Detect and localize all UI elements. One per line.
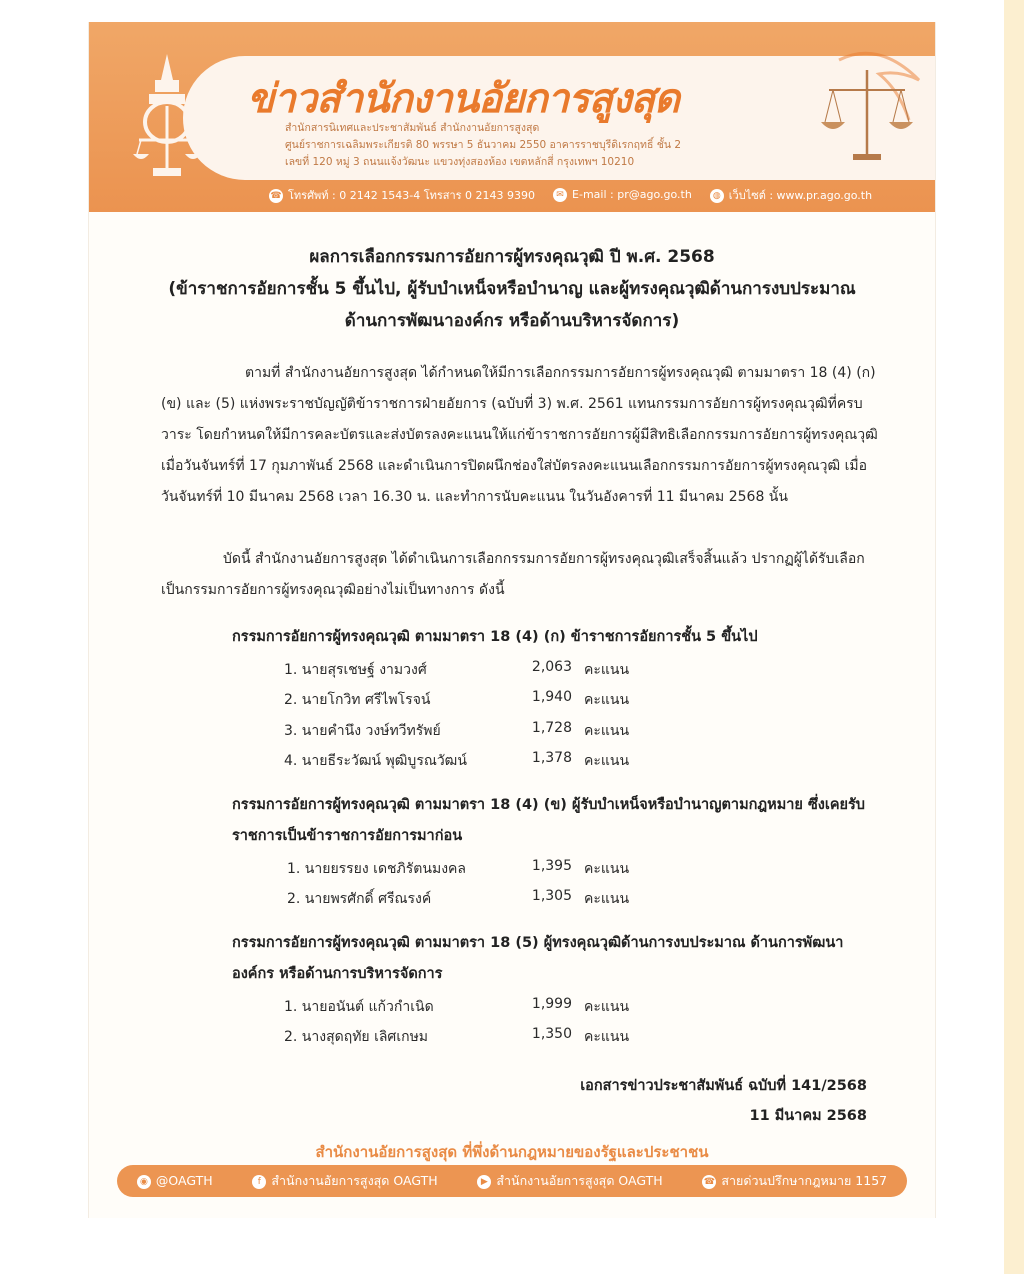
masthead-banner	[89, 22, 935, 212]
vote-unit: คะแนน	[584, 999, 630, 1015]
section-heading: กรรมการอัยการผู้ทรงคุณวุฒิ ตามมาตรา 18 (5) ผู้ทรงคุณวุฒิด้านการงบประมาณ ด้านการพัฒนาองค์กร หรือด้านการบริหารจัดการ	[232, 935, 844, 982]
masthead-title: ข่าวสำนักงานอัยการสูงสุด	[247, 76, 679, 122]
ago-emblem-icon	[127, 50, 207, 190]
document-date: 11 มีนาคม 2568	[749, 1108, 867, 1124]
facebook-icon: f	[252, 1175, 266, 1189]
document-subtitle: (ข้าราชการอัยการชั้น 5 ขึ้นไป, ผู้รับบำเหน็จหรือบำนาญ และผู้ทรงคุณวุฒิด้านการงบประมาณ	[168, 279, 856, 299]
body-paragraph	[161, 544, 881, 606]
vote-unit: คะแนน	[584, 662, 630, 678]
vote-unit: คะแนน	[584, 692, 630, 708]
document-subtitle: ด้านการพัฒนาองค์กร หรือด้านบริหารจัดการ)	[344, 311, 680, 331]
footer-link-youtube[interactable]: ▶ สำนักงานอัยการสูงสุด OAGTH	[477, 1171, 662, 1191]
document-number: เอกสารข่าวประชาสัมพันธ์ ฉบับที่ 141/2568	[580, 1078, 867, 1094]
address-line: ศูนย์ราชการเฉลิมพระเกียรติ 80 พรรษา 5 ธันวาคม 2550 อาคารราชบุรีดิเรกฤทธิ์ ชั้น 2	[285, 139, 682, 151]
candidate-name: 2. นายพรศักดิ์ ศรีณรงค์	[287, 891, 432, 907]
footer-slogan: สำนักงานอัยการสูงสุด ที่พึ่งด้านกฎหมายของรัฐและประชาชน	[315, 1143, 709, 1161]
footer-social-bar	[117, 1165, 907, 1197]
address-line: สำนักสารนิเทศและประชาสัมพันธ์ สำนักงานอัยการสูงสุด	[285, 122, 540, 134]
vote-count: 1,940	[531, 689, 572, 705]
vote-unit: คะแนน	[584, 723, 630, 739]
address-line: เลขที่ 120 หมู่ 3 ถนนแจ้งวัฒนะ แขวงทุ่งสองห้อง เขตหลักสี่ กรุงเทพฯ 10210	[285, 156, 635, 168]
vote-count: 1,350	[531, 1026, 572, 1042]
vote-count: 1,305	[531, 888, 572, 904]
background-strip	[1004, 0, 1024, 1274]
candidate-name: 2. นายโกวิท ศรีไพโรจน์	[284, 692, 431, 708]
vote-count: 2,063	[531, 659, 572, 675]
footer-link-facebook[interactable]: f สำนักงานอัยการสูงสุด OAGTH	[252, 1171, 437, 1191]
candidate-name: 4. นายธีระวัฒน์ พุฒิบูรณวัฒน์	[284, 753, 467, 769]
vote-unit: คะแนน	[584, 861, 630, 877]
vote-unit: คะแนน	[584, 1029, 630, 1045]
footer-link-line[interactable]: ◉ @OAGTH	[137, 1173, 213, 1189]
email-icon: ✉	[553, 188, 567, 202]
candidate-name: 1. นายยรรยง เดชภิรัตนมงคล	[287, 861, 466, 877]
section-heading: กรรมการอัยการผู้ทรงคุณวุฒิ ตามมาตรา 18 (4) (ข) ผู้รับบำเหน็จหรือบำนาญตามกฎหมาย ซึ่งเคยรับราชการเป็นข้าราชการอัยการมาก่อน	[232, 797, 866, 844]
vote-unit: คะแนน	[584, 753, 630, 769]
candidate-name: 1. นายอนันต์ แก้วกำเนิด	[284, 999, 434, 1015]
footer-link-hotline[interactable]: ☎ สายด่วนปรึกษากฎหมาย 1157	[703, 1173, 888, 1188]
candidate-name: 1. นายสุรเชษฐ์ งามวงศ์	[284, 662, 427, 678]
contact-phone: ☎ โทรศัพท์ : 0 2142 1543-4 โทรสาร 0 2143 9390	[270, 189, 536, 202]
candidate-name: 2. นางสุดฤทัย เลิศเกษม	[284, 1029, 429, 1045]
press-release-document	[88, 22, 936, 1218]
vote-count: 1,378	[531, 750, 572, 766]
youtube-icon: ▶	[477, 1175, 491, 1189]
document-title: ผลการเลือกกรรมการอัยการผู้ทรงคุณวุฒิ ปี พ.ศ. 2568	[309, 247, 715, 267]
scales-of-justice-icon	[819, 50, 929, 170]
paragraph-text: ตามที่ สำนักงานอัยการสูงสุด ได้กำหนดให้มีการเลือกกรรมการอัยการผู้ทรงคุณวุฒิ ตามมาตรา 18 (4) (ก) (ข) และ (5) แห่งพระราชบัญญัติข้าราชการฝ่ายอัยการ (ฉบับที่ 3) พ.ศ. 2561 แทนกรรมการอัยการผู้ทรงคุณวุฒิที่ครบวาระ โดยกำหนดให้มีการคละบัตรและส่งบัตรลงคะแนนให้แก่ข้าราชการอัยการผู้มีสิทธิเลือกกรรมการอัยการผู้ทรงคุณวุฒิ เมื่อวันจันทร์ที่ 17 กุมภาพันธ์ 2568 และดำเนินการปิดผนึกช่องใส่บัตรลงคะแนนเลือกกรรมการอัยการผู้ทรงคุณวุฒิ เมื่อวันจันทร์ที่ 10 มีนาคม 2568 เวลา 16.30 น. และทำการนับคะแนน ในวันอังคารที่ 11 มีนาคม 2568 นั้น	[161, 365, 878, 505]
globe-icon: ◍	[710, 189, 724, 203]
phone-icon: ☎	[703, 1176, 716, 1187]
vote-count: 1,728	[531, 720, 572, 736]
line-icon: ◉	[137, 1175, 151, 1189]
body-paragraph	[161, 358, 881, 513]
phone-icon: ☎	[270, 191, 282, 201]
vote-count: 1,999	[531, 996, 572, 1012]
contact-bar	[269, 184, 873, 206]
paragraph-text: บัดนี้ สำนักงานอัยการสูงสุด ได้ดำเนินการเลือกกรรมการอัยการผู้ทรงคุณวุฒิเสร็จสิ้นแล้ว ปรากฏผู้ได้รับเลือกเป็นกรรมการอัยการผู้ทรงคุณวุฒิอย่างไม่เป็นทางการ ดังนี้	[161, 551, 865, 598]
contact-email[interactable]: ✉ E-mail : pr@ago.go.th	[553, 188, 692, 202]
candidate-name: 3. นายคำนึง วงษ์ทวีทรัพย์	[284, 723, 441, 739]
masthead-address	[285, 120, 681, 171]
contact-website[interactable]: ◍ เว็บไซต์ : www.pr.ago.go.th	[710, 186, 872, 204]
vote-unit: คะแนน	[584, 891, 630, 907]
section-heading: กรรมการอัยการผู้ทรงคุณวุฒิ ตามมาตรา 18 (4) (ก) ข้าราชการอัยการชั้น 5 ขึ้นไป	[232, 629, 758, 645]
vote-count: 1,395	[531, 858, 572, 874]
